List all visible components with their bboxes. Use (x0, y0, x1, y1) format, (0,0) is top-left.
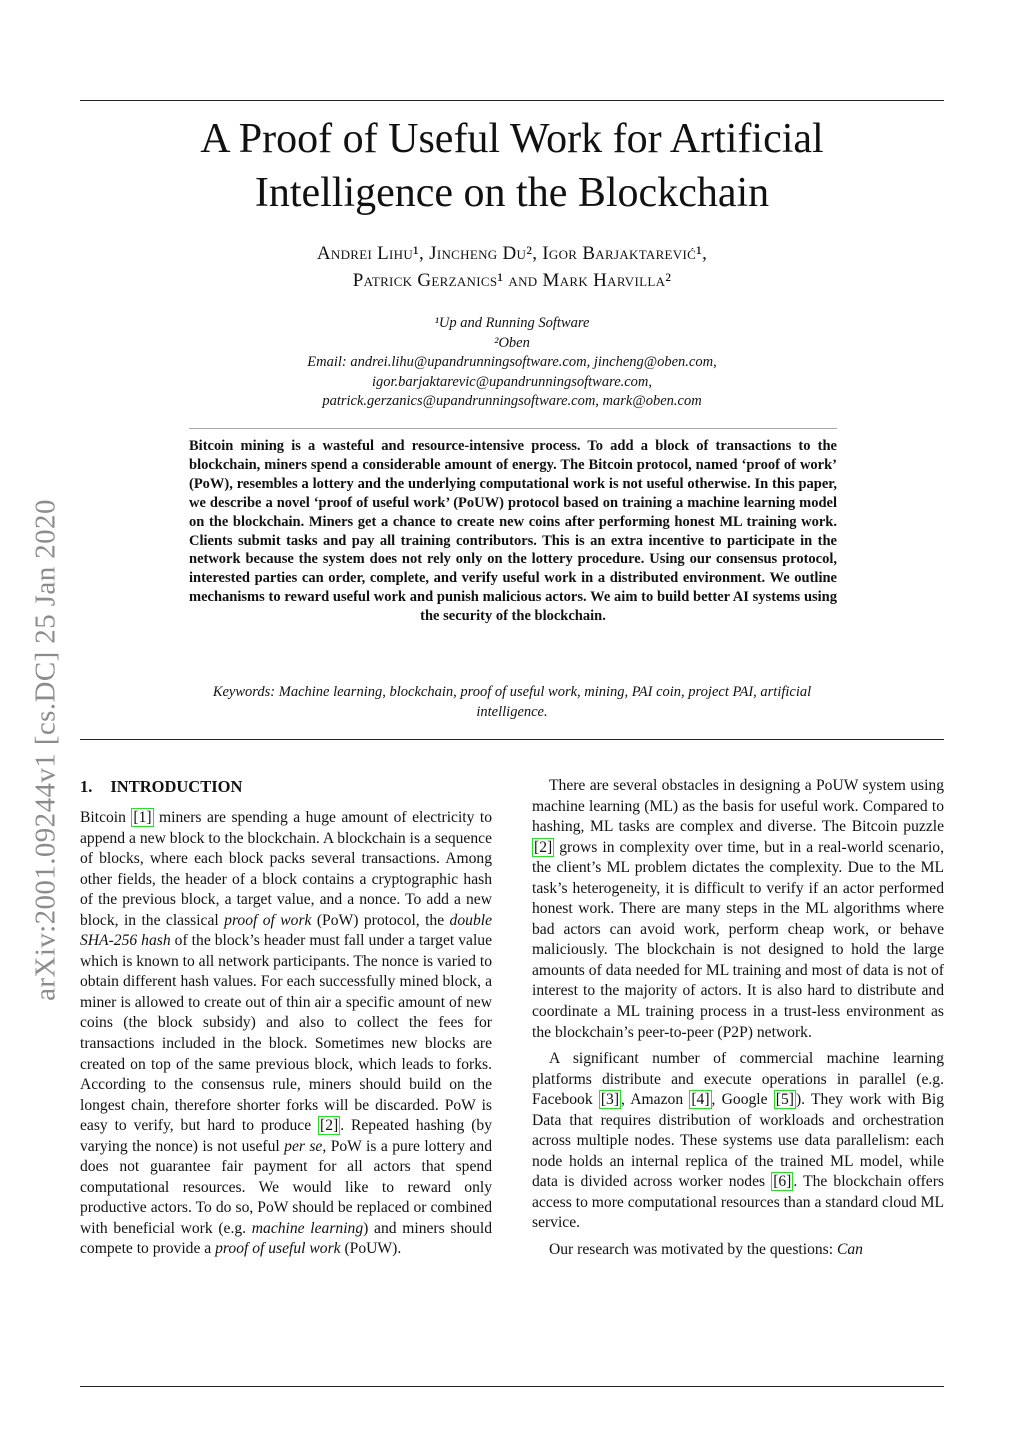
title-line-2: Intelligence on the Blockchain (254, 170, 770, 216)
author-list (130, 240, 894, 294)
section-heading (80, 776, 492, 798)
email-line-1: Email: andrei.lihu@upandrunningsoftware.com, jincheng@oben.com, (307, 354, 717, 370)
citation-link[interactable]: [3] (600, 1091, 620, 1109)
citation-link[interactable]: [5] (775, 1091, 794, 1109)
arxiv-id: arXiv:2001.09244v1 [cs.DC] 25 Jan 2020 (29, 499, 62, 1001)
motivation-paragraph: Our research was motivated by the questions: Can (549, 1241, 863, 1259)
body-top-rule (80, 739, 944, 740)
email-line-2: igor.barjaktarevic@upandrunningsoftware.com, (371, 373, 653, 390)
abstract: Bitcoin mining is a wasteful and resource-intensive process. To add a block of transactions to the blockchain, miners spend a considerable amount of energy. The Bitcoin protocol, named ‘proof of work’ (PoW), resembles a lottery and the underlying computational work is not useful otherwise. In this paper, we describe a novel ‘proof of useful work’ (PoUW) protocol based on training a machine learning model on the blockchain. Miners get a chance to create new coins after performing honest ML training work. Clients submit tasks and pay all training contributors. This is an extra incentive to participate in the network because the system does not rely only on the lottery procedure. Using our consensus protocol, interested parties can order, complete, and verify useful work in a distributed environment. We outline mechanisms to reward useful work and punish malicious actors. We aim to build better AI systems using the security of the blockchain. (189, 438, 837, 625)
affiliation-2: ²Oben (494, 334, 530, 351)
left-column (80, 776, 492, 1260)
obstacles-paragraph: There are several obstacles in designing a PoUW system using machine learning (ML) as the basis for useful work. Compared to hashing, ML tasks are complex and diverse. The Bitcoin puzzle [2] grows in complexity over time, but in a real-world scenario, the client’s ML problem dictates the complexity. Due to the ML task’s heterogeneity, it is difficult to verify if an actor performed honest work. There are many steps in the ML algorithms where bad actors can avoid work, perform cheap work, or behave maliciously. The blockchain is not designed to hold the large amounts of data needed for ML training and most of data is not of interest to the majority of actors. It is also hard to distribute and coordinate a ML training process in a trust-less environment as the blockchain’s peer-to-peer (P2P) network. (532, 777, 944, 1041)
section-title: INTRODUCTION (110, 777, 243, 796)
email-line-3: patrick.gerzanics@upandrunningsoftware.com, mark@oben.com (322, 393, 702, 409)
citation-link[interactable]: [2] (320, 1117, 339, 1135)
intro-paragraph: Bitcoin [1] miners are spending a huge amount of electricity to append a new block to the blockchain. A blockchain is a sequence of blocks, where each block packs several transactions. Among other fields, the header of a block contains a cryptographic hash of the previous block, a target value, and a nonce. To add a new block, in the classical proof of work (PoW) protocol, the double SHA-256 hash of the block’s header must fall under a target value which is known to all network participants. The nonce is varied to obtain different hash values. For each successfully mined block, a miner is allowed to create out of thin air a specific amount of new coins (the block subsidy) and also to collect the fees for transactions included in the block. Sometimes new blocks are created on top of the same previous block, which leads to forks. According to the consensus rule, miners should build on the longest chain, therefore shorter forks will be discarded. PoW is easy to verify, but hard to produce [2] . Repeated hashing (by varying the nonce) is not useful per se, PoW is a pure lottery and does not guarantee fair payment for all actors that spend computational resources. We would like to reward only productive actors. To do so, PoW should be replaced or combined with beneficial work (e.g. machine learning) and miners should compete to provide a proof of useful work (PoUW). (80, 809, 493, 1258)
affiliation-1: ¹Up and Running Software (434, 315, 590, 331)
title-line-1: A Proof of Useful Work for Artificial (200, 116, 824, 162)
authors-line-1: Andrei Lihu¹, Jincheng Du², Igor Barjaktarević¹, (316, 243, 708, 264)
paper-title (130, 112, 894, 220)
abstract-top-rule (189, 428, 837, 429)
citation-link[interactable]: [1] (133, 809, 152, 826)
top-rule (80, 100, 944, 101)
citation-link[interactable]: [6] (773, 1173, 792, 1191)
platforms-paragraph: A significant number of commercial machine learning platforms distribute and execute operations in parallel (e.g. Facebook [3] , Amazon [4] , Google [5] ). They work with Big Data that requires distribution of workloads and orchestration across multiple nodes. These systems use data parallelism: each node holds an internal replica of the trained ML model, while data is divided across worker nodes [6] . The blockchain offers access to more computational resources than a standard cloud ML service. (532, 1050, 944, 1232)
citation-link[interactable]: [2] (534, 838, 553, 856)
section-number: 1. (80, 777, 93, 796)
citation-link[interactable]: [4] (691, 1091, 710, 1109)
right-column (532, 776, 944, 1261)
keywords: Keywords: Machine learning, blockchain, proof of useful work, mining, PAI coin, project PAI, artificial intelligence. (212, 684, 812, 720)
footer-rule (80, 1386, 944, 1387)
authors-line-2: Patrick Gerzanics¹ and Mark Harvilla² (352, 270, 672, 291)
affiliations (150, 314, 874, 412)
